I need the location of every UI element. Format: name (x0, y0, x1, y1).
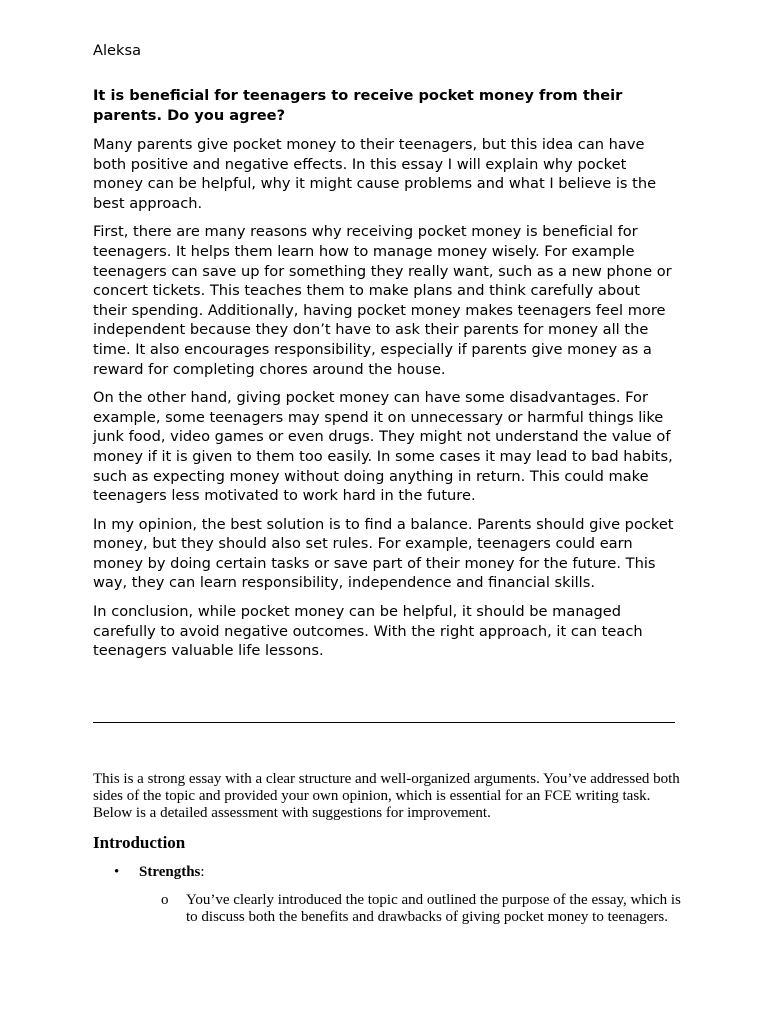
strengths-subitem-text: You’ve clearly introduced the topic and outlined the purpose of the essay, which is to discuss both the benefits and drawbacks of giving pocket money to teenagers. (186, 892, 681, 925)
strengths-label: Strengths (139, 864, 201, 880)
bullet-marker: • (114, 864, 120, 880)
feedback-intro: This is a strong essay with a clear structure and well-organized arguments. You’ve addressed both sides of the topic and provided your own opinion, which is essential for an FCE writing task. Below is a detailed assessment with suggestions for improvement. (93, 771, 680, 821)
essay-body (93, 135, 675, 670)
sub-bullet-marker: o (161, 892, 169, 908)
essay-paragraph-1: Many parents give pocket money to their teenagers, but this idea can have both positive and negative effects. In this essay I will explain why pocket money can be helpful, why it might cause problems and what I believe is the best approach. (93, 136, 657, 212)
essay-paragraph-4: In my opinion, the best solution is to find a balance. Parents should give pocket money, but they should also set rules. For example, teenagers could earn money by doing certain tasks or save part of their money for the future. This way, they can learn responsibility, independence and financial skills. (93, 515, 674, 592)
strengths-colon: : (200, 864, 205, 880)
essay-title: It is beneficial for teenagers to receive pocket money from their parents. Do you agree? (93, 87, 623, 124)
section-divider (93, 722, 675, 723)
essay-paragraph-5: In conclusion, while pocket money can be helpful, it should be managed carefully to avoid negative outcomes. With the right approach, it can teach teenagers valuable life lessons. (93, 603, 643, 660)
essay-paragraph-3: On the other hand, giving pocket money can have some disadvantages. For example, some teenagers may spend it on unnecessary or harmful things like junk food, video games or even drugs. They might not understand the value of money if it is given to them too easily. In some cases it may lead to bad habits, such as expecting money without doing anything in return. This could make teenagers less motivated to work hard in the future. (93, 389, 673, 505)
author-name: Aleksa (93, 42, 142, 59)
strengths-label-line (139, 864, 205, 881)
essay-paragraph-2: First, there are many reasons why receiving pocket money is beneficial for teenagers. It helps them learn how to manage money wisely. For example teenagers can save up for something they really want, such as a new phone or concert tickets. This teaches them to make plans and think carefully about their spending. Additionally, having pocket money makes teenagers feel more independent because they don’t have to ask their parents for money all the time. It also encourages responsibility, especially if parents give money as a reward for completing chores around the house. (93, 223, 672, 378)
feedback-section-heading: Introduction (93, 833, 186, 852)
